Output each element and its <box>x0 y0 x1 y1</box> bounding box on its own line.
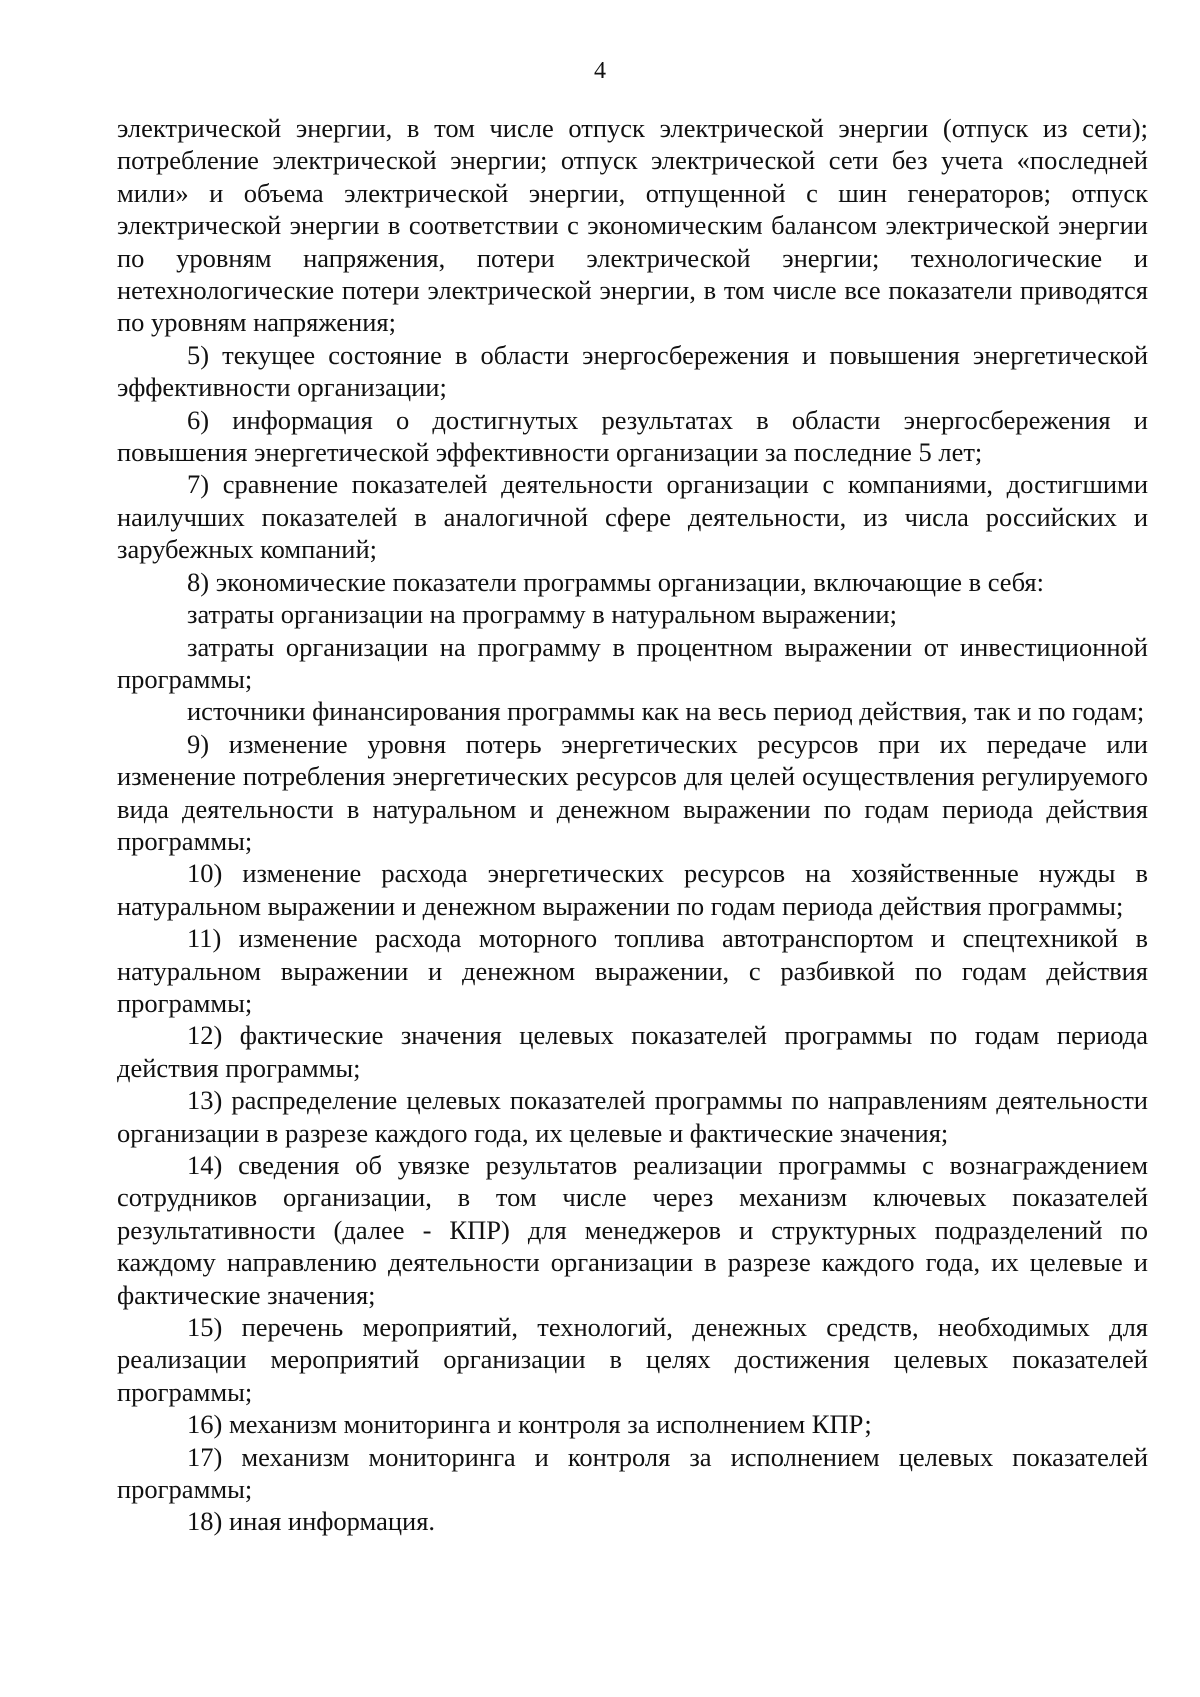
document-body <box>117 112 1148 1538</box>
list-item-12: 12) фактические значения целевых показателей программы по годам периода действия программы; <box>117 1020 1148 1083</box>
list-item-8: 8) экономические показатели программы организации, включающие в себя: <box>187 566 1044 597</box>
list-item-14: 14) сведения об увязке результатов реализации программы с вознаграждением сотрудников организации, в том числе через механизм ключевых показателей результативности (далее - КПР) для менеджеров и структурных подразделений по каждому направлению деятельности организации в разрезе каждого года, их целевые и фактические значения; <box>117 1150 1148 1310</box>
sub-item-costs-percent: затраты организации на программу в процентном выражении от инвестиционной программы; <box>117 631 1148 694</box>
list-item-10: 10) изменение расхода энергетических ресурсов на хозяйственные нужды в натуральном выражении и денежном выражении по годам периода действия программы; <box>117 858 1148 921</box>
list-item-9: 9) изменение уровня потерь энергетических ресурсов при их передаче или изменение потребления энергетических ресурсов для целей осуществления регулируемого вида деятельности в натуральном и денежном выражении по годам периода действия программы; <box>117 728 1148 856</box>
list-item-17: 17) механизм мониторинга и контроля за исполнением целевых показателей программы; <box>117 1441 1148 1505</box>
list-item-16: 16) механизм мониторинга и контроля за исполнением КПР; <box>187 1409 872 1440</box>
list-item-6: 6) информация о достигнутых результатах в области энергосбережения и повышения энергетической эффективности организации за последние 5 лет; <box>117 404 1148 468</box>
sub-item-costs-natural: затраты организации на программу в натуральном выражении; <box>187 599 897 630</box>
page-number: 4 <box>594 58 606 84</box>
list-item-7: 7) сравнение показателей деятельности организации с компаниями, достигшими наилучших показателей в аналогичной сфере деятельности, из числа российских и зарубежных компаний; <box>117 469 1148 565</box>
list-item-11: 11) изменение расхода моторного топлива автотранспортом и спецтехникой в натуральном выражении и денежном выражении, с разбивкой по годам действия программы; <box>117 923 1148 1018</box>
paragraph: электрической энергии, в том числе отпуск электрической энергии (отпуск из сети); потребление электрической энергии; отпуск электрической сети без учета «последней мили» и объема электрической энергии, отпущенной с шин генераторов; отпуск электрической энергии в соответствии с экономическим балансом электрической энергии по уровням напряжения, потери электрической энергии; технологические и нетехнологические потери электрической энергии, в том числе все показатели приводятся по уровням напряжения; <box>117 113 1148 338</box>
sub-item-funding-sources: источники финансирования программы как на весь период действия, так и по годам; <box>187 696 1145 727</box>
list-item-5: 5) текущее состояние в области энергосбережения и повышения энергетической эффективности организации; <box>117 339 1148 403</box>
list-item-13: 13) распределение целевых показателей программы по направлениям деятельности организации в разрезе каждого года, их целевые и фактические значения; <box>117 1085 1148 1148</box>
list-item-18: 18) иная информация. <box>187 1506 436 1537</box>
list-item-15: 15) перечень мероприятий, технологий, денежных средств, необходимых для реализации мероприятий организации в целях достижения целевых показателей программы; <box>117 1312 1148 1407</box>
